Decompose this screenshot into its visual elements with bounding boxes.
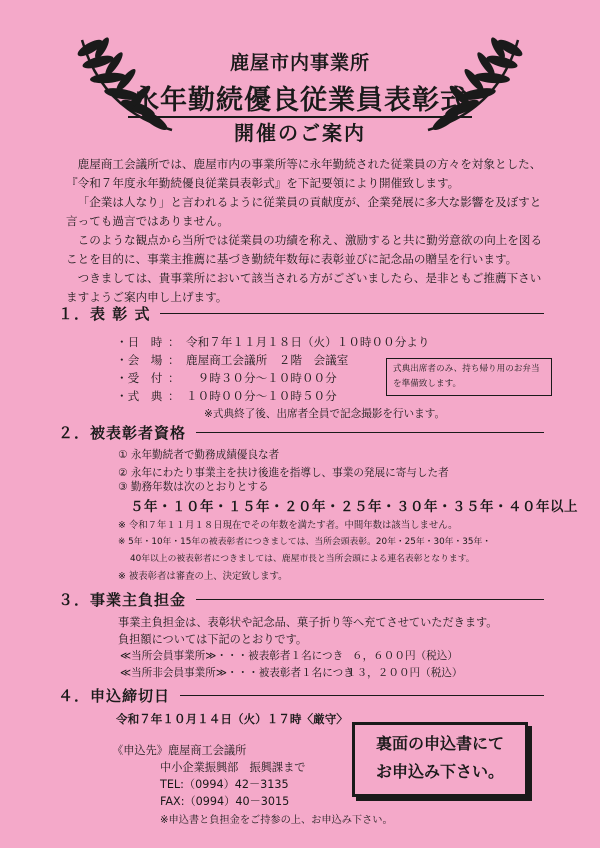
lunch-note-box: 式典出席者のみ、持ち帰り用のお弁当を準備致します。: [386, 358, 552, 396]
schedule-value: 令和７年１１月１８日（火）１０時００分より: [186, 335, 430, 349]
qualification-item: ② 永年にわたり事業主を扶け後進を指導し、事業の発展に寄与した者: [118, 467, 449, 479]
contact-fax: FAX:（0994）40－3015: [160, 795, 290, 808]
section-2-heading: [58, 422, 544, 443]
contact-note: ※申込書と負担金をご持参の上、お申込み下さい。: [160, 815, 393, 826]
application-form-callout: [352, 722, 528, 797]
intro-paragraph-4: つきましては、貴事業所において該当される方がございましたら、是非ともご推薦下さいますようご案内申し上げます。: [66, 271, 542, 304]
photo-note: ※式典終了後、出席者全員で記念撮影を行います。: [204, 408, 446, 420]
schedule-value: １０時００分～１０時５０分: [186, 389, 337, 403]
header-subtitle-2: 開催のご案内: [234, 121, 366, 145]
schedule-key: ・日 時: [116, 335, 163, 349]
section-4-heading: [58, 685, 544, 706]
schedule-row: ・会 場 ： 鹿屋商工会議所 ２階 会議室: [116, 353, 349, 367]
divider: [180, 695, 544, 696]
page-title: [0, 78, 600, 117]
qualification-note: ※ 5年・10年・15年の被表彰者につきましては、当所会頭表彰。20年・25年・30年・35年・: [118, 537, 492, 547]
fee-member-label: ≪当所会員事業所≫・・・被表彰者１名につき: [120, 650, 344, 662]
section-2-heading-text: ２．被表彰者資格: [58, 424, 187, 442]
schedule-key: ・会 場: [116, 353, 163, 367]
fee-description: 負担額については下記のとおりです。: [118, 633, 308, 646]
section-3-heading: [58, 589, 544, 610]
fee-nonmember-label: ≪当所非会員事業所≫・・・被表彰者１名につき: [120, 667, 354, 679]
divider: [196, 599, 544, 600]
schedule-value: 鹿屋商工会議所 ２階 会議室: [186, 353, 349, 367]
schedule-row: ・日 時 ： 令和７年１１月１８日（火）１０時００分より: [116, 335, 430, 349]
schedule-key: ・式 典: [116, 389, 163, 403]
qualification-note: ※ 被表彰者は審査の上、決定致します。: [118, 571, 288, 582]
contact-tel: TEL:（0994）42－3135: [160, 778, 289, 791]
qualification-note: 40年以上の被表彰者につきましては、鹿屋市長と当所会頭による連名表彰となります。: [130, 554, 475, 564]
deadline: 令和７年１０月１４日（火）１７時〈厳守〉: [116, 712, 348, 726]
section-1-heading-text: １．表 彰 式: [58, 305, 151, 323]
qualification-item: ① 永年勤続者で勤務成績優良な者: [118, 449, 280, 461]
service-years: ５年・１０年・１５年・２０年・２５年・３０年・３５年・４０年以上: [130, 499, 578, 515]
callout-line-1: 裏面の申込書にて: [375, 734, 504, 753]
contact-block: [112, 742, 305, 810]
schedule-value: ９時３０分～１０時００分: [186, 371, 337, 385]
section-4-heading-text: ４．申込締切日: [58, 687, 171, 705]
intro-paragraph-1: 鹿屋商工会議所では、鹿屋市内の事業所等に永年勤続された従業員の方々を対象とした、『令和７年度永年勤続優良従業員表彰式』を下記要領により開催致します。: [66, 157, 542, 190]
callout-line-2: お申込み下さい。: [375, 762, 504, 781]
fee-description: 事業主負担金は、表彰状や記念品、菓子折り等へ充てさせていただきます。: [118, 616, 498, 629]
header-subtitle: 鹿屋市内事業所: [229, 52, 370, 74]
qualification-item: ③ 勤務年数は次のとおりとする: [118, 481, 269, 493]
intro-text: [66, 155, 552, 307]
fee-nonmember-amount: １３，２００円（税込）: [346, 667, 463, 679]
schedule-key: ・受 付: [116, 371, 163, 385]
divider: [196, 432, 544, 433]
page-title-text: 永年勤続優良従業員表彰式: [128, 85, 472, 118]
section-1-heading: [58, 303, 544, 324]
divider: [160, 313, 544, 314]
contact-label: 《申込先》鹿屋商工会議所: [112, 744, 247, 757]
fee-member-amount: ６，６００円（税込）: [352, 650, 458, 662]
intro-paragraph-2: 「企業は人なり」と言われるように従業員の貢献度が、企業発展に多大な影響を及ぼすと言っても過言ではありません。: [66, 195, 542, 228]
contact-dept: 中小企業振興部 振興課まで: [160, 761, 306, 774]
intro-paragraph-3: このような観点から当所では従業員の功績を称え、激励すると共に勤労意欲の向上を図ることを目的に、事業主推薦に基づき勤続年数毎に表彰並びに記念品の贈呈を行います。: [66, 233, 543, 266]
section-3-heading-text: ３．事業主負担金: [58, 591, 187, 609]
qualification-note: ※ 令和７年１１月１８日現在でその年数を満たす者。中間年数は該当しません。: [118, 520, 458, 531]
schedule-row: ・式 典 ： １０時００分～１０時５０分: [116, 389, 337, 403]
schedule-row: ・受 付 ： ９時３０分～１０時００分: [116, 371, 337, 385]
